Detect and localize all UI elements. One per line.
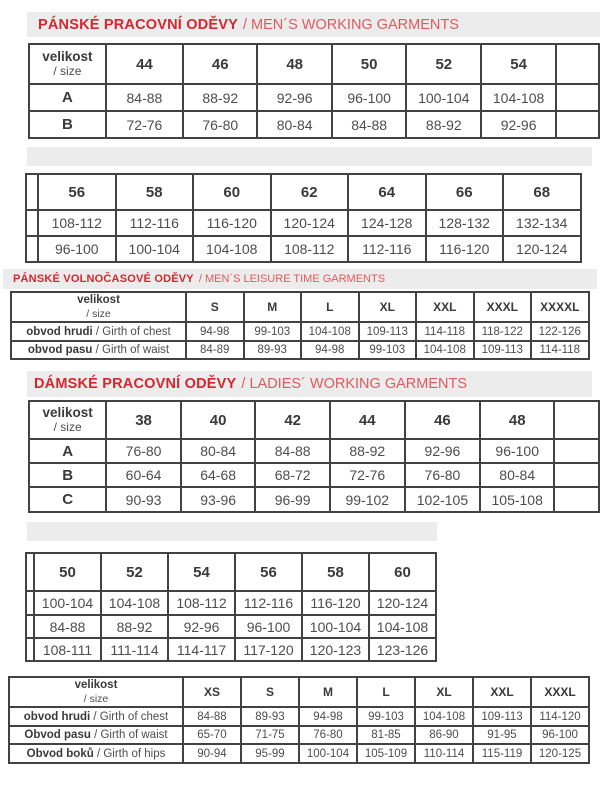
size-range-cell: 122-126 xyxy=(531,322,589,341)
ladies-working-size-table-strip2 xyxy=(25,552,437,662)
size-range-cell: 92-96 xyxy=(257,84,331,111)
row-label-cell: C xyxy=(29,487,106,512)
mens-leisure-size-table xyxy=(10,291,590,360)
size-range-cell: 90-94 xyxy=(183,744,241,763)
cut-cell xyxy=(554,401,599,439)
size-range-cell: 80-84 xyxy=(257,111,331,138)
size-col-header: 46 xyxy=(405,401,481,439)
size-range-cell: 80-84 xyxy=(480,463,554,487)
size-range-cell: 89-93 xyxy=(241,707,299,726)
size-label-en: / size xyxy=(53,63,82,78)
size-range-cell: 112-116 xyxy=(348,236,426,262)
size-range-cell: 99-103 xyxy=(359,341,417,359)
size-col-header: 44 xyxy=(106,44,183,84)
size-label-en: / size xyxy=(53,419,82,434)
size-range-cell: 76-80 xyxy=(106,439,181,463)
header-row xyxy=(11,292,589,322)
size-range-cell: 105-109 xyxy=(357,744,415,763)
measure-label-cz: obvod hrudi xyxy=(23,710,91,723)
size-range-cell: 84-88 xyxy=(106,84,183,111)
measure-label-cz: obvod pasu xyxy=(27,344,93,356)
mens-leisure-title-bar xyxy=(3,269,597,289)
size-range-cell: 104-108 xyxy=(193,236,271,262)
size-range-cell: 92-96 xyxy=(405,439,481,463)
measure-label-en: / Girth of chest xyxy=(95,325,171,338)
cut-cell xyxy=(26,553,34,591)
measure-label-cz: obvod hrudi xyxy=(26,325,93,338)
mens-leisure-title-en: / MEN´S LEISURE TIME GARMENTS xyxy=(198,273,386,285)
size-range-cell: 108-112 xyxy=(168,591,235,615)
size-range-cell: 96-100 xyxy=(480,439,554,463)
size-range-cell: 86-90 xyxy=(415,726,473,744)
row-label-cell: A xyxy=(29,84,106,111)
size-range-cell: 100-104 xyxy=(116,236,194,262)
size-col-header: 58 xyxy=(116,174,194,210)
size-range-cell: 93-96 xyxy=(181,487,256,512)
size-range-cell: 132-134 xyxy=(503,210,581,236)
size-range-cell: 114-118 xyxy=(531,341,589,359)
mens-working-title-bar xyxy=(27,12,600,37)
cut-cell xyxy=(554,463,599,487)
size-range-cell: 104-108 xyxy=(301,322,359,341)
ladies-measure-table xyxy=(8,676,590,764)
measure-label-cell xyxy=(9,707,183,726)
size-col-header: 46 xyxy=(183,44,257,84)
size-range-cell: 100-104 xyxy=(406,84,481,111)
size-label-cell xyxy=(9,677,183,707)
size-range-cell: 116-120 xyxy=(426,236,504,262)
size-range-cell: 92-96 xyxy=(168,615,235,638)
measure-label-cell xyxy=(11,341,186,359)
size-col-header: M xyxy=(244,292,302,322)
size-range-cell: 88-92 xyxy=(101,615,168,638)
size-range-cell: 116-120 xyxy=(302,591,369,615)
cut-cell xyxy=(556,111,599,138)
mens-working-title-cz: PÁNSKÉ PRACOVNÍ ODĚVY xyxy=(38,16,238,33)
size-range-cell: 104-108 xyxy=(481,84,556,111)
size-label-cz: velikost xyxy=(42,49,93,65)
table-row xyxy=(26,210,581,236)
size-range-cell: 123-126 xyxy=(369,638,436,661)
mens-working-size-table-strip2 xyxy=(25,173,582,263)
mens-working-title-en: / MEN´S WORKING GARMENTS xyxy=(243,16,459,33)
size-col-header: 60 xyxy=(369,553,436,591)
size-range-cell: 68-72 xyxy=(255,463,330,487)
size-range-cell: 108-112 xyxy=(38,210,116,236)
size-range-cell: 84-88 xyxy=(332,111,407,138)
size-col-header: 56 xyxy=(38,174,116,210)
size-col-header: 56 xyxy=(235,553,302,591)
header-row xyxy=(29,44,599,84)
size-col-header: 62 xyxy=(271,174,349,210)
measure-label-en: / Girth of waist xyxy=(95,344,170,356)
table-row xyxy=(26,615,436,638)
size-range-cell: 84-88 xyxy=(255,439,330,463)
table-row xyxy=(9,726,589,744)
size-range-cell: 72-76 xyxy=(106,111,183,138)
size-col-header: 54 xyxy=(481,44,556,84)
size-col-header: 60 xyxy=(193,174,271,210)
size-label-cz: velikost xyxy=(77,294,120,307)
size-range-cell: 76-80 xyxy=(299,726,357,744)
header-row xyxy=(29,401,599,439)
size-range-cell: 60-64 xyxy=(106,463,181,487)
cut-cell xyxy=(556,44,599,84)
measure-label-cz: Obvod pasu xyxy=(24,729,91,741)
size-label-cell xyxy=(29,44,106,84)
ladies-working-title-cz: DÁMSKÉ PRACOVNÍ ODĚVY xyxy=(34,376,237,392)
size-label-cell xyxy=(11,292,186,322)
size-col-header: L xyxy=(301,292,359,322)
size-range-cell: 65-70 xyxy=(183,726,241,744)
size-range-cell: 111-114 xyxy=(101,638,168,661)
size-range-cell: 117-120 xyxy=(235,638,302,661)
ladies-working-title-en: / LADIES´ WORKING GARMENTS xyxy=(241,376,467,392)
table-row xyxy=(11,322,589,341)
size-range-cell: 105-108 xyxy=(480,487,554,512)
header-row xyxy=(26,553,436,591)
table-row xyxy=(29,84,599,111)
size-range-cell: 104-108 xyxy=(369,615,436,638)
size-range-cell: 96-99 xyxy=(255,487,330,512)
cut-cell xyxy=(26,210,38,236)
size-col-header: 50 xyxy=(332,44,407,84)
table-row xyxy=(26,638,436,661)
measure-label-en: / Girth of waist xyxy=(94,729,168,741)
section-spacer-bar xyxy=(27,147,592,166)
size-col-header: 52 xyxy=(101,553,168,591)
row-label-cell: B xyxy=(29,463,106,487)
size-range-cell: 120-124 xyxy=(503,236,581,262)
ladies-working-title-bar xyxy=(27,371,592,397)
measure-label-cell xyxy=(9,726,183,744)
size-range-cell: 120-124 xyxy=(369,591,436,615)
size-range-cell: 94-98 xyxy=(186,322,244,341)
measure-label-en: / Girth of hips xyxy=(96,747,166,760)
table-row xyxy=(9,744,589,763)
size-col-header: 52 xyxy=(406,44,481,84)
measure-label-en: / Girth of chest xyxy=(93,710,169,723)
size-col-header: 58 xyxy=(302,553,369,591)
size-range-cell: 64-68 xyxy=(181,463,256,487)
size-range-cell: 100-104 xyxy=(34,591,101,615)
cut-cell xyxy=(554,487,599,512)
table-row xyxy=(11,341,589,359)
size-range-cell: 108-111 xyxy=(34,638,101,661)
size-range-cell: 88-92 xyxy=(183,84,257,111)
size-range-cell: 100-104 xyxy=(302,615,369,638)
size-range-cell: 109-113 xyxy=(474,341,532,359)
size-range-cell: 88-92 xyxy=(406,111,481,138)
size-range-cell: 112-116 xyxy=(235,591,302,615)
size-range-cell: 94-98 xyxy=(299,707,357,726)
size-range-cell: 96-100 xyxy=(332,84,407,111)
size-range-cell: 76-80 xyxy=(183,111,257,138)
size-col-header: 54 xyxy=(168,553,235,591)
header-row xyxy=(9,677,589,707)
row-label-cell: B xyxy=(29,111,106,138)
size-range-cell: 84-89 xyxy=(186,341,244,359)
size-range-cell: 128-132 xyxy=(426,210,504,236)
size-col-header: XS xyxy=(183,677,241,707)
size-range-cell: 120-125 xyxy=(531,744,589,763)
size-range-cell: 110-114 xyxy=(415,744,473,763)
measure-label-cz: Obvod boků xyxy=(26,747,94,760)
size-col-header: 42 xyxy=(255,401,330,439)
size-col-header: 48 xyxy=(480,401,554,439)
size-col-header: 44 xyxy=(330,401,405,439)
table-row xyxy=(26,591,436,615)
size-col-header: 68 xyxy=(503,174,581,210)
size-range-cell: 109-113 xyxy=(359,322,417,341)
size-range-cell: 99-103 xyxy=(357,707,415,726)
ladies-working-size-table-strip1 xyxy=(28,400,600,513)
size-range-cell: 94-98 xyxy=(301,341,359,359)
size-range-cell: 91-95 xyxy=(473,726,531,744)
section-spacer-bar xyxy=(27,522,437,541)
size-label-cz: velikost xyxy=(74,679,118,692)
cut-cell xyxy=(554,439,599,463)
size-col-header: S xyxy=(241,677,299,707)
size-range-cell: 80-84 xyxy=(181,439,256,463)
size-range-cell: 114-120 xyxy=(531,707,589,726)
table-row xyxy=(29,463,599,487)
size-col-header: M xyxy=(299,677,357,707)
cut-cell xyxy=(26,591,34,615)
size-col-header: 64 xyxy=(348,174,426,210)
size-range-cell: 99-102 xyxy=(330,487,405,512)
size-range-cell: 72-76 xyxy=(330,463,405,487)
size-range-cell: 96-100 xyxy=(235,615,302,638)
size-col-header: XXXXL xyxy=(531,292,589,322)
size-range-cell: 76-80 xyxy=(405,463,481,487)
size-range-cell: 104-108 xyxy=(101,591,168,615)
size-range-cell: 114-117 xyxy=(168,638,235,661)
size-col-header: L xyxy=(357,677,415,707)
size-label-cell xyxy=(29,401,106,439)
size-col-header: 38 xyxy=(106,401,181,439)
size-range-cell: 104-108 xyxy=(416,341,474,359)
size-col-header: XXL xyxy=(473,677,531,707)
size-range-cell: 118-122 xyxy=(474,322,532,341)
size-range-cell: 71-75 xyxy=(241,726,299,744)
row-label-cell: A xyxy=(29,439,106,463)
size-col-header: 48 xyxy=(257,44,331,84)
size-col-header: XXXL xyxy=(474,292,532,322)
size-range-cell: 100-104 xyxy=(299,744,357,763)
size-range-cell: 108-112 xyxy=(271,236,349,262)
size-col-header: XXL xyxy=(416,292,474,322)
cut-cell xyxy=(26,638,34,661)
size-range-cell: 96-100 xyxy=(38,236,116,262)
header-row xyxy=(26,174,581,210)
size-range-cell: 102-105 xyxy=(405,487,481,512)
size-range-cell: 99-103 xyxy=(244,322,302,341)
table-row xyxy=(26,236,581,262)
size-range-cell: 109-113 xyxy=(473,707,531,726)
measure-label-cell xyxy=(9,744,183,763)
size-range-cell: 104-108 xyxy=(415,707,473,726)
table-row xyxy=(29,487,599,512)
mens-working-size-table-strip1 xyxy=(28,43,600,139)
size-range-cell: 115-119 xyxy=(473,744,531,763)
size-range-cell: 124-128 xyxy=(348,210,426,236)
size-range-cell: 96-100 xyxy=(531,726,589,744)
size-range-cell: 112-116 xyxy=(116,210,194,236)
table-row xyxy=(29,439,599,463)
size-col-header: XXXL xyxy=(531,677,589,707)
size-range-cell: 116-120 xyxy=(193,210,271,236)
cut-cell xyxy=(26,615,34,638)
size-range-cell: 89-93 xyxy=(244,341,302,359)
table-row xyxy=(29,111,599,138)
size-range-cell: 81-85 xyxy=(357,726,415,744)
size-label-en: / size xyxy=(83,692,109,705)
size-range-cell: 114-118 xyxy=(416,322,474,341)
cut-cell xyxy=(26,174,38,210)
size-label-cz: velikost xyxy=(42,405,93,421)
size-range-cell: 90-93 xyxy=(106,487,181,512)
size-col-header: XL xyxy=(415,677,473,707)
table-row xyxy=(9,707,589,726)
size-range-cell: 120-123 xyxy=(302,638,369,661)
size-range-cell: 88-92 xyxy=(330,439,405,463)
size-range-cell: 84-88 xyxy=(34,615,101,638)
size-label-en: / size xyxy=(86,307,111,320)
size-range-cell: 92-96 xyxy=(481,111,556,138)
measure-label-cell xyxy=(11,322,186,341)
size-range-cell: 84-88 xyxy=(183,707,241,726)
size-range-cell: 120-124 xyxy=(271,210,349,236)
size-range-cell: 95-99 xyxy=(241,744,299,763)
cut-cell xyxy=(556,84,599,111)
cut-cell xyxy=(26,236,38,262)
size-col-header: 50 xyxy=(34,553,101,591)
mens-leisure-title-cz: PÁNSKÉ VOLNOČASOVÉ ODĚVY xyxy=(13,273,194,285)
size-col-header: S xyxy=(186,292,244,322)
size-col-header: 66 xyxy=(426,174,504,210)
size-col-header: 40 xyxy=(181,401,256,439)
size-col-header: XL xyxy=(359,292,417,322)
